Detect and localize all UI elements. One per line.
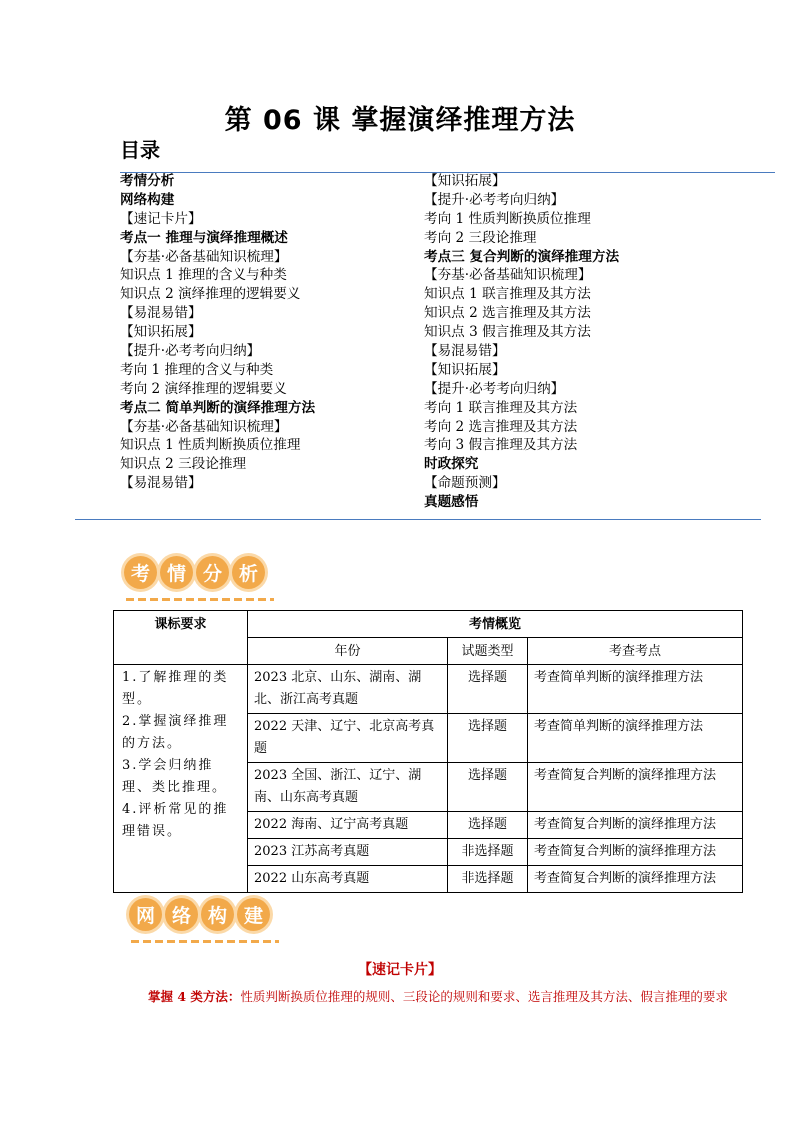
exam-overview-table: [113, 610, 743, 893]
requirement-item: 1.了解推理的类型。: [122, 670, 229, 707]
toc-item[interactable]: 【夯基·必备基础知识梳理】: [120, 248, 288, 265]
toc-item[interactable]: 知识点 1 联言推理及其方法: [424, 286, 591, 303]
cell-point: 考查简复合判断的演绎推理方法: [528, 866, 743, 893]
page-title: 第 06 课 掌握演绎推理方法: [224, 105, 576, 136]
subheader-point: 考查考点: [528, 638, 743, 665]
banner-char: 考: [124, 556, 157, 589]
requirement-item: 3.学会归纳推理、类比推理。: [122, 758, 228, 795]
cell-year: 2022 天津、辽宁、北京高考真题: [248, 714, 448, 763]
banner-char: 构: [201, 898, 234, 931]
toc-item[interactable]: 【提升·必考考向归纳】: [120, 343, 261, 360]
banner-char: 网: [129, 898, 162, 931]
cell-type: 选择题: [448, 763, 528, 812]
toc-right-column: [424, 172, 619, 512]
toc-item[interactable]: 知识点 2 选言推理及其方法: [424, 305, 591, 322]
cell-point: 考查简复合判断的演绎推理方法: [528, 839, 743, 866]
toc-item[interactable]: 考向 1 联言推理及其方法: [424, 399, 578, 416]
cell-year: 2023 江苏高考真题: [248, 839, 448, 866]
quick-card-text: [120, 984, 730, 1010]
banner-underline: [131, 940, 279, 943]
toc-item[interactable]: 考向 1 推理的含义与种类: [120, 361, 274, 378]
toc-left-column: [120, 172, 315, 493]
toc-item[interactable]: 考向 1 性质判断换质位推理: [424, 210, 591, 227]
toc-bottom-divider: [75, 519, 761, 520]
cell-year: 2023 北京、山东、湖南、湖北、浙江高考真题: [248, 665, 448, 714]
toc-item[interactable]: 考点三 复合判断的演绎推理方法: [424, 248, 620, 265]
subheader-type: 试题类型: [448, 638, 528, 665]
toc-item[interactable]: 【夯基·必备基础知识梳理】: [120, 418, 288, 435]
cell-year: 2023 全国、浙江、辽宁、湖南、山东高考真题: [248, 763, 448, 812]
quick-card-title: 【速记卡片】: [358, 962, 442, 978]
network-construction-banner: [129, 898, 270, 931]
subheader-year: 年份: [248, 638, 448, 665]
toc-item[interactable]: 真题感悟: [424, 494, 479, 511]
toc-item[interactable]: 【易混易错】: [424, 343, 506, 360]
cell-type: 非选择题: [448, 866, 528, 893]
toc-item[interactable]: 【速记卡片】: [120, 210, 202, 227]
cell-year: 2022 海南、辽宁高考真题: [248, 812, 448, 839]
toc-item[interactable]: 知识点 1 推理的含义与种类: [120, 267, 287, 284]
banner-char: 析: [232, 556, 265, 589]
toc-item[interactable]: 知识点 2 演绎推理的逻辑要义: [120, 286, 301, 303]
cell-type: 选择题: [448, 714, 528, 763]
toc-item[interactable]: 考向 3 假言推理及其方法: [424, 437, 578, 454]
toc-item[interactable]: 【提升·必考考向归纳】: [424, 380, 565, 397]
toc-item[interactable]: 【提升·必考考向归纳】: [424, 191, 565, 208]
requirement-item: 4.评析常见的推理错误。: [122, 802, 229, 839]
toc-item[interactable]: 【知识拓展】: [120, 324, 202, 341]
curriculum-requirements: [114, 665, 248, 893]
cell-type: 选择题: [448, 665, 528, 714]
toc-item[interactable]: 知识点 2 三段论推理: [120, 456, 247, 473]
banner-char: 络: [165, 898, 198, 931]
toc-heading: 目录: [120, 138, 160, 162]
toc-item[interactable]: 考点二 简单判断的演绎推理方法: [120, 399, 316, 416]
exam-analysis-banner: [124, 556, 265, 589]
toc-item[interactable]: 【命题预测】: [424, 475, 506, 492]
cell-type: 非选择题: [448, 839, 528, 866]
banner-underline: [126, 598, 274, 601]
toc-item[interactable]: 考向 2 选言推理及其方法: [424, 418, 578, 435]
toc-item[interactable]: 时政探究: [424, 456, 479, 473]
quick-card-body: 性质判断换质位推理的规则、三段论的规则和要求、选言推理及其方法、假言推理的要求: [240, 989, 728, 1004]
banner-char: 建: [237, 898, 270, 931]
requirement-item: 2.掌握演绎推理的方法。: [122, 714, 229, 751]
toc-item[interactable]: 考向 2 三段论推理: [424, 229, 537, 246]
header-overview: 考情概览: [248, 611, 743, 638]
header-curriculum: 课标要求: [114, 611, 248, 665]
banner-char: 情: [160, 556, 193, 589]
cell-point: 考查简单判断的演绎推理方法: [528, 665, 743, 714]
quick-card-lead: 掌握 4 类方法：: [148, 989, 241, 1004]
cell-point: 考查简复合判断的演绎推理方法: [528, 763, 743, 812]
toc-item[interactable]: 知识点 1 性质判断换质位推理: [120, 437, 301, 454]
toc-item[interactable]: 【知识拓展】: [424, 173, 506, 189]
cell-year: 2022 山东高考真题: [248, 866, 448, 893]
cell-point: 考查简复合判断的演绎推理方法: [528, 812, 743, 839]
toc-item[interactable]: 【知识拓展】: [424, 361, 506, 378]
toc-item[interactable]: 考向 2 演绎推理的逻辑要义: [120, 380, 287, 397]
cell-type: 选择题: [448, 812, 528, 839]
toc-item[interactable]: 【易混易错】: [120, 475, 202, 492]
toc-item[interactable]: 考点一 推理与演绎推理概述: [120, 229, 288, 246]
toc-item[interactable]: 【夯基·必备基础知识梳理】: [424, 267, 592, 284]
toc-item[interactable]: 知识点 3 假言推理及其方法: [424, 324, 591, 341]
toc-item[interactable]: 【易混易错】: [120, 305, 202, 322]
toc-item[interactable]: 考情分析: [120, 173, 175, 189]
toc-item[interactable]: 网络构建: [120, 191, 175, 208]
cell-point: 考查简单判断的演绎推理方法: [528, 714, 743, 763]
banner-char: 分: [196, 556, 229, 589]
